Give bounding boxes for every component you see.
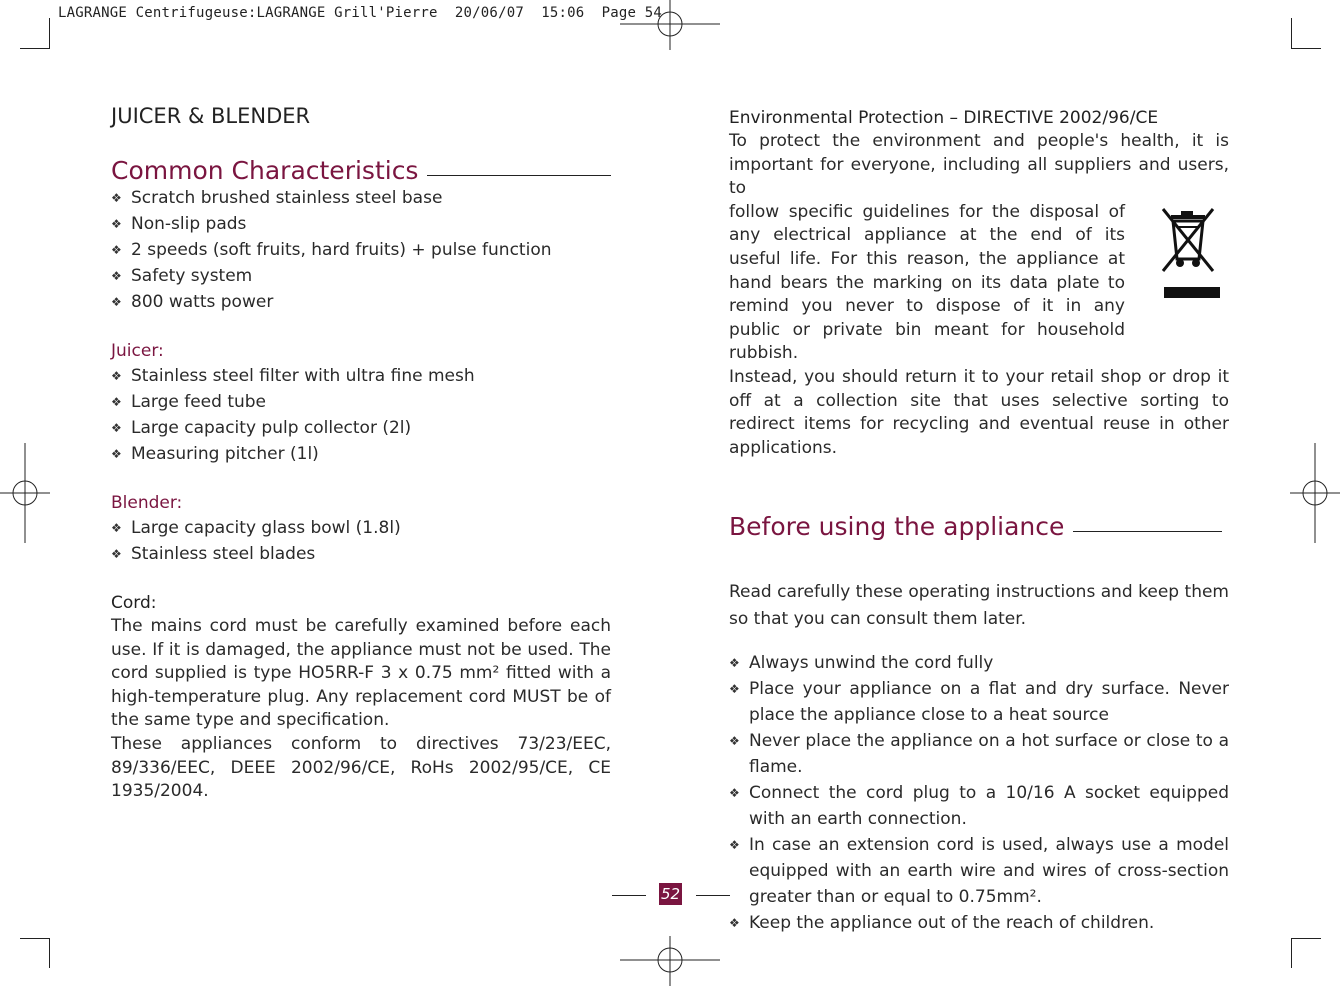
heading-text: Before using the appliance	[729, 512, 1065, 542]
section-title: JUICER & BLENDER	[111, 104, 311, 128]
list-item: ❖ 800 watts power	[111, 289, 611, 315]
blender-title: Blender:	[111, 493, 183, 513]
page-number: 52	[660, 885, 681, 903]
instructions-intro: Read carefully these operating instructions and keep them so that you can consult them later.	[729, 582, 1229, 630]
list-item: ❖ Large capacity glass bowl (1.8l)	[111, 515, 611, 541]
list-item: ❖ Non-slip pads	[111, 211, 611, 237]
list-item: ❖ Never place the appliance on a hot surface or close to a flame.	[729, 728, 1229, 780]
list-item: ❖ Keep the appliance out of the reach of children.	[729, 910, 1229, 936]
right-column	[729, 104, 1229, 936]
print-header: LAGRANGE Centrifugeuse:LAGRANGE Grill'Pierre 20/06/07 15:06 Page 54	[58, 5, 663, 21]
list-item: ❖ Connect the cord plug to a 10/16 A socket equipped with an earth connection.	[729, 780, 1229, 832]
list-item: ❖ Place your appliance on a flat and dry surface. Never place the appliance close to a heat source	[729, 676, 1229, 728]
list-item: ❖ Large feed tube	[111, 389, 611, 415]
heading-rule	[427, 175, 611, 176]
list-item: ❖ 2 speeds (soft fruits, hard fruits) + pulse function	[111, 237, 611, 263]
list-item: ❖ Stainless steel filter with ultra fine mesh	[111, 363, 611, 389]
before-using-heading	[729, 512, 1229, 541]
instructions-list	[729, 650, 1229, 936]
list-item: ❖ Large capacity pulp collector (2l)	[111, 415, 611, 441]
page-number-rule-left	[612, 895, 646, 896]
environment-title: Environmental Protection – DIRECTIVE 2002/96/CE	[729, 108, 1159, 128]
environment-end: Instead, you should return it to your retail shop or drop it off at a collection site that uses selective sorting to redirect items for recycling and eventual reuse in other applications.	[729, 366, 1229, 458]
common-characteristics-heading	[111, 156, 611, 185]
environment-bin-text: follow specific guidelines for the disposal of any electrical appliance at the end of its useful life. For this reason, the appliance at hand bears the marking on its data plate to remind you never to dispose of it in any public or private bin meant for household rubbish.	[729, 201, 1125, 364]
registration-mark-bottom-icon	[620, 936, 720, 986]
cord-title: Cord:	[111, 593, 157, 613]
list-item: ❖ Scratch brushed stainless steel base	[111, 185, 611, 211]
bin-symbol	[1139, 201, 1229, 366]
features-list	[111, 185, 611, 315]
left-column	[111, 104, 611, 804]
registration-mark-top-icon	[620, 0, 720, 50]
registration-mark-left-icon	[0, 443, 50, 543]
juicer-title: Juicer:	[111, 341, 164, 361]
page-number-rule-right	[696, 895, 730, 896]
environment-intro: To protect the environment and people's health, it is important for everyone, including all suppliers and users, to	[729, 131, 1229, 199]
conformity-text: These appliances conform to directives 73/23/EEC, 89/336/EEC, DEEE 2002/96/CE, RoHs 2002/95/CE, CE 1935/2004.	[111, 733, 611, 802]
heading-rule	[1073, 531, 1222, 532]
list-item: ❖ In case an extension cord is used, always use a model equipped with an earth wire and wires of cross-section greater than or equal to 0.75mm².	[729, 832, 1229, 910]
registration-mark-right-icon	[1290, 443, 1340, 543]
list-item: ❖ Measuring pitcher (1l)	[111, 441, 611, 467]
crossed-out-wheelie-bin-icon	[1143, 201, 1231, 301]
heading-text: Common Characteristics	[111, 156, 419, 185]
cord-text: The mains cord must be carefully examined before each use. If it is damaged, the appliance must not be used. The cord supplied is type HO5RR-F 3 x 0.75 mm² fitted with a high-temperature plug. Any replacement cord MUST be of the same type and specification.	[111, 616, 611, 731]
blender-list	[111, 515, 611, 567]
environment-bin-row	[729, 201, 1229, 366]
juicer-list	[111, 363, 611, 467]
list-item: ❖ Always unwind the cord fully	[729, 650, 1229, 676]
list-item: ❖ Stainless steel blades	[111, 541, 611, 567]
list-item: ❖ Safety system	[111, 263, 611, 289]
